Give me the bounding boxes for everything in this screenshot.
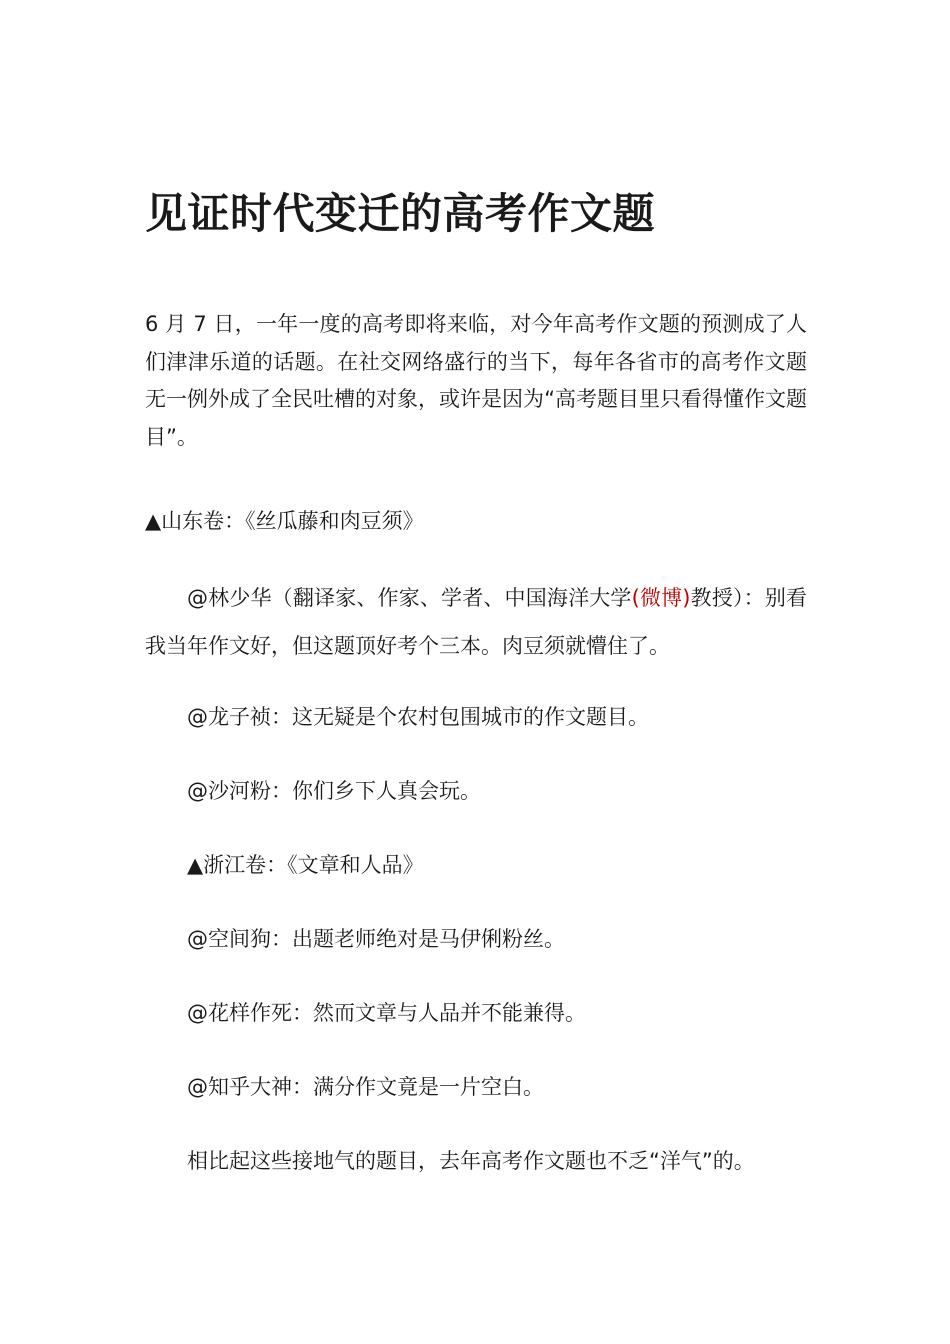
weibo-link[interactable]: (微博) [631, 586, 691, 610]
comment-lin-shaohua [145, 574, 807, 670]
comment-lin-shaohua-text-pre: @林少华（翻译家、作家、学者、中国海洋大学 [187, 586, 632, 610]
comment-kongjiangou: @空间狗：出题老师绝对是马伊俐粉丝。 [187, 927, 565, 951]
comment-huayangzuosi: @花样作死：然而文章与人品并不能兼得。 [187, 1001, 586, 1025]
closing-paragraph: 相比起这些接地气的题目，去年高考作文题也不乏“洋气”的。 [187, 1149, 755, 1173]
comment-zhihu-dashen: @知乎大神：满分作文竟是一片空白。 [187, 1075, 544, 1099]
comment-lin-shaohua-text-post: 教授）：别看我当年作文好，但这题顶好考个三本。肉豆须就懵住了。 [145, 586, 808, 658]
comment-shahefen: @沙河粉：你们乡下人真会玩。 [187, 779, 481, 803]
article-title: 见证时代变迁的高考作文题 [145, 189, 656, 238]
comment-long-zizhen: @龙子祯：这无疑是个农村包围城市的作文题目。 [187, 705, 649, 729]
shandong-heading: ▲山东卷：《丝瓜藤和肉豆须》 [145, 509, 424, 533]
zhejiang-heading: ▲浙江卷：《文章和人品》 [187, 853, 424, 877]
intro-paragraph: 6 月 7 日，一年一度的高考即将来临，对今年高考作文题的预测成了人们津津乐道的话题。在社交网络盛行的当下，每年各省市的高考作文题无一例外成了全民吐槽的对象，或许是因为“高考题目里只看得懂作文题目”。 [145, 312, 807, 449]
